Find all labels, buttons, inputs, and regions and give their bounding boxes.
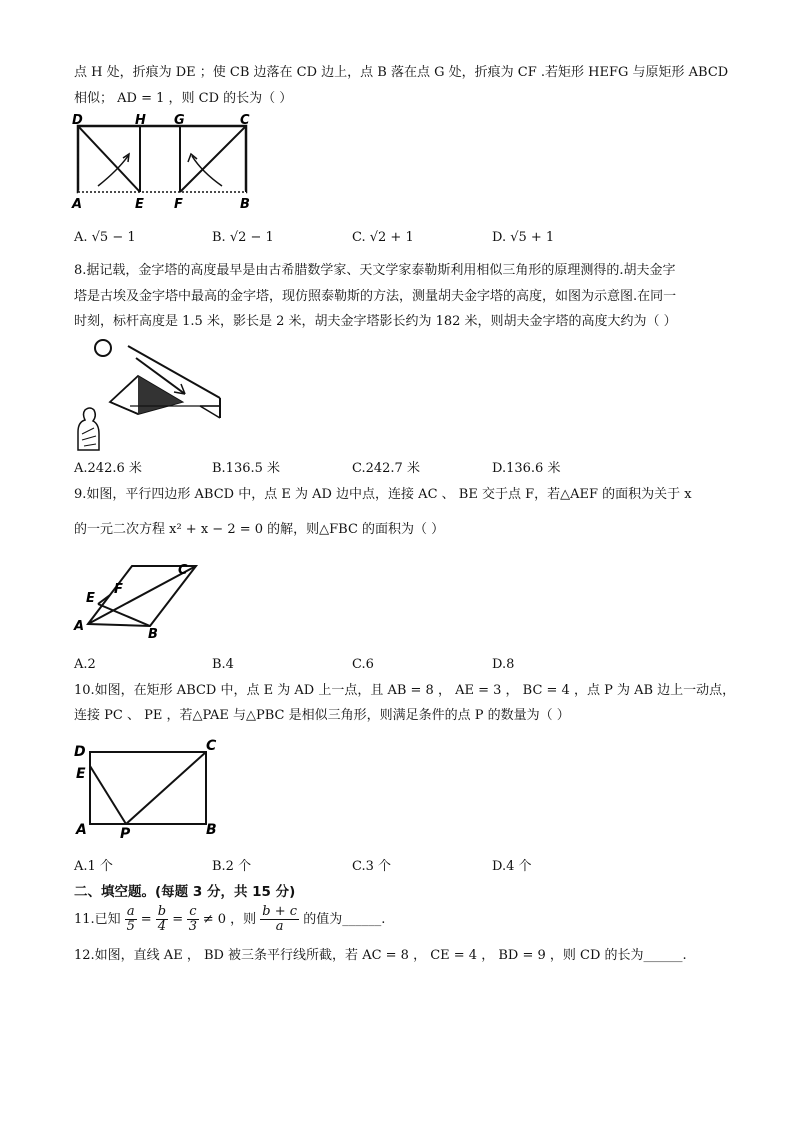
q10-label-b: B (206, 822, 217, 838)
q7-label-f: F (174, 197, 183, 212)
q9-text-line1: 9.如图，平行四边形 ABCD 中，点 E 为 AD 边中点，连接 AC 、 BE 交于点 F，若△AEF 的面积为关于 x (74, 487, 692, 502)
q7-label-c: C (240, 113, 250, 128)
q9-label-a: A (74, 619, 85, 634)
q11-suffix: 的值为______. (303, 912, 386, 927)
q7-option-a[interactable]: A. √5 − 1 (74, 230, 136, 245)
q9-label-e: E (86, 591, 95, 606)
q8-option-d[interactable]: D.136.6 米 (492, 461, 561, 476)
q9-option-d[interactable]: D.8 (492, 657, 515, 672)
q7-text-line1: 点 H 处，折痕为 DE ；使 CB 边落在 CD 边上，点 B 落在点 G 处，折痕为 CF .若矩形 HEFG 与原矩形 ABCD (74, 65, 729, 80)
q11-prefix: 11.已知 (74, 912, 121, 927)
section-title-fill-in: 二、填空题。(每题 3 分，共 15 分) (74, 884, 296, 900)
q8-text-line1: 8.据记载，金字塔的高度最早是由古希腊数学家、天文学家泰勒斯利用相似三角形的原理测得的.胡夫金字 (74, 263, 676, 278)
q9-text-line2: 的一元二次方程 x² + x − 2 = 0 的解，则△FBC 的面积为（ ） (74, 522, 445, 537)
q7-option-d[interactable]: D. √5 + 1 (492, 230, 555, 245)
q8-figure-pyramid-shadow (70, 336, 230, 454)
q10-figure-rectangle (70, 736, 230, 842)
q9-label-c: C (178, 563, 188, 578)
q10-option-a[interactable]: A.1 个 (74, 859, 113, 874)
q10-label-e: E (76, 766, 86, 782)
q10-label-d: D (74, 744, 86, 760)
q7-label-a: A (72, 197, 83, 212)
q9-option-b[interactable]: B.4 (212, 657, 234, 672)
q7-option-b[interactable]: B. √2 − 1 (212, 230, 274, 245)
q9-option-c[interactable]: C.6 (352, 657, 374, 672)
q10-text-line1: 10.如图，在矩形 ABCD 中，点 E 为 AD 上一点，且 AB = 8 ， AE = 3 ， BC = 4 ，点 P 为 AB 边上一动点， (74, 683, 736, 698)
q10-option-c[interactable]: C.3 个 (352, 859, 392, 874)
q11-fraction-c-over-3: $\frac{c}{3}$ (188, 904, 198, 934)
q10-option-b[interactable]: B.2 个 (212, 859, 252, 874)
q11-fraction-bc-over-a: $\frac{b + c}{a}$ (262, 904, 298, 934)
q7-label-b: B (240, 197, 250, 212)
q8-text-line3: 时刻，标杆高度是 1.5 米，影长是 2 米，胡夫金字塔影长约为 182 米，则胡夫金字塔的高度大约为（ ） (74, 314, 677, 329)
q11-text: 11.已知 $\frac{a}{5}$ = $\frac{b}{4}$ = $\frac{c}{3}$ ≠ 0 ，则 $\frac{b + c}{a}$ 的值为______. (74, 904, 386, 934)
q9-label-f: F (114, 582, 123, 597)
q10-option-d[interactable]: D.4 个 (492, 859, 532, 874)
q8-option-b[interactable]: B.136.5 米 (212, 461, 281, 476)
q7-label-h: H (135, 113, 146, 128)
q10-label-a: A (76, 822, 87, 838)
q7-label-d: D (72, 113, 83, 128)
q7-label-g: G (174, 113, 185, 128)
q9-option-a[interactable]: A.2 (74, 657, 96, 672)
q7-figure-folded-rectangle (70, 112, 260, 212)
q10-label-c: C (206, 738, 217, 754)
q10-label-p: P (120, 826, 131, 842)
q8-option-a[interactable]: A.242.6 米 (74, 461, 142, 476)
q8-text-line2: 塔是古埃及金字塔中最高的金字塔，现仿照泰勒斯的方法，测量胡夫金字塔的高度，如图为示意图.在同一 (74, 289, 677, 304)
q10-text-line2: 连接 PC 、 PE ，若△PAE 与△PBC 是相似三角形，则满足条件的点 P 的数量为（ ） (74, 708, 570, 723)
q9-label-b: B (148, 627, 158, 642)
q7-option-c[interactable]: C. √2 + 1 (352, 230, 414, 245)
q7-label-e: E (135, 197, 144, 212)
q11-not-equal: ≠ 0 ，则 (202, 912, 257, 927)
q11-fraction-a-over-5: $\frac{a}{5}$ (126, 904, 135, 934)
q11-fraction-b-over-4: $\frac{b}{4}$ (157, 904, 167, 934)
q8-option-c[interactable]: C.242.7 米 (352, 461, 420, 476)
q9-figure-parallelogram (70, 556, 200, 644)
q7-text-line2: 相似； AD = 1 ，则 CD 的长为（ ） (74, 91, 293, 106)
q12-text-line1: 12.如图，直线 AE ， BD 被三条平行线所截，若 AC = 8 ， CE = 4 ， BD = 9 ，则 CD 的长为______. (74, 948, 687, 963)
